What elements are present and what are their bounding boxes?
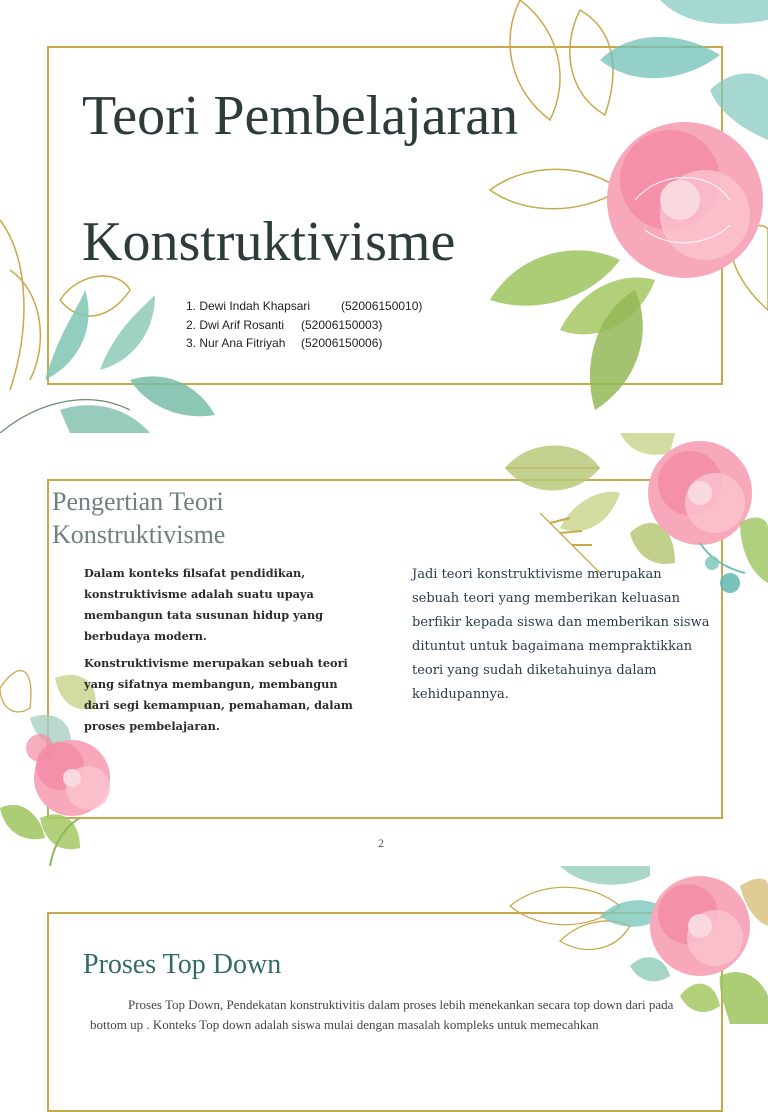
title-line-1: Teori Pembelajaran	[82, 85, 519, 147]
paragraph: Dalam konteks filsafat pendidikan, konstruktivisme adalah suatu upaya membangun tata susunan hidup yang berbudaya modern.	[84, 566, 324, 643]
author-nim: (52006150010)	[341, 299, 423, 313]
right-column-text: Jadi teori konstruktivisme merupakan sebuah teori yang memberikan keluasan berfikir kepada siswa dan memberikan siswa dituntut untuk bagaimana mempraktikkan teori yang sudah diketahuinya dalam kehidupannya.	[412, 567, 710, 702]
definition-slide	[0, 433, 768, 866]
author-nim: (52006150006)	[301, 336, 383, 350]
paragraph: Konstruktivisme merupakan sebuah teori yang sifatnya membangun, membangun dari segi kemampuan, pemahaman, dalam proses pembelajaran.	[84, 656, 353, 733]
author-name: 1. Dewi Indah Khapsari	[186, 299, 311, 313]
author-name: 3. Nur Ana Fitriyah	[186, 336, 286, 350]
title-line-2: Konstruktivisme	[82, 211, 456, 273]
page-number: 2	[378, 836, 384, 850]
floral-decoration-top-right	[430, 0, 768, 420]
author-row	[186, 297, 422, 316]
left-column-text	[84, 563, 359, 743]
heading-line-1: Pengertian Teori	[52, 487, 224, 516]
body-paragraph: Proses Top Down, Pendekatan konstruktivitis dalam proses lebih menekankan secara top down dari pada bottom up . Konteks Top down adalah siswa mulai dengan masalah kompleks untuk memecahkan	[90, 997, 674, 1032]
author-list	[186, 297, 422, 353]
process-slide	[0, 866, 768, 1032]
title-slide	[0, 0, 768, 433]
section-heading	[52, 485, 225, 551]
author-row	[186, 334, 422, 353]
author-row	[186, 316, 422, 335]
heading-line-2: Konstruktivisme	[52, 520, 226, 549]
author-name: 2. Dwi Arif Rosanti	[186, 317, 285, 332]
author-nim: (52006150003)	[301, 317, 383, 332]
section-heading: Proses Top Down	[83, 949, 282, 980]
